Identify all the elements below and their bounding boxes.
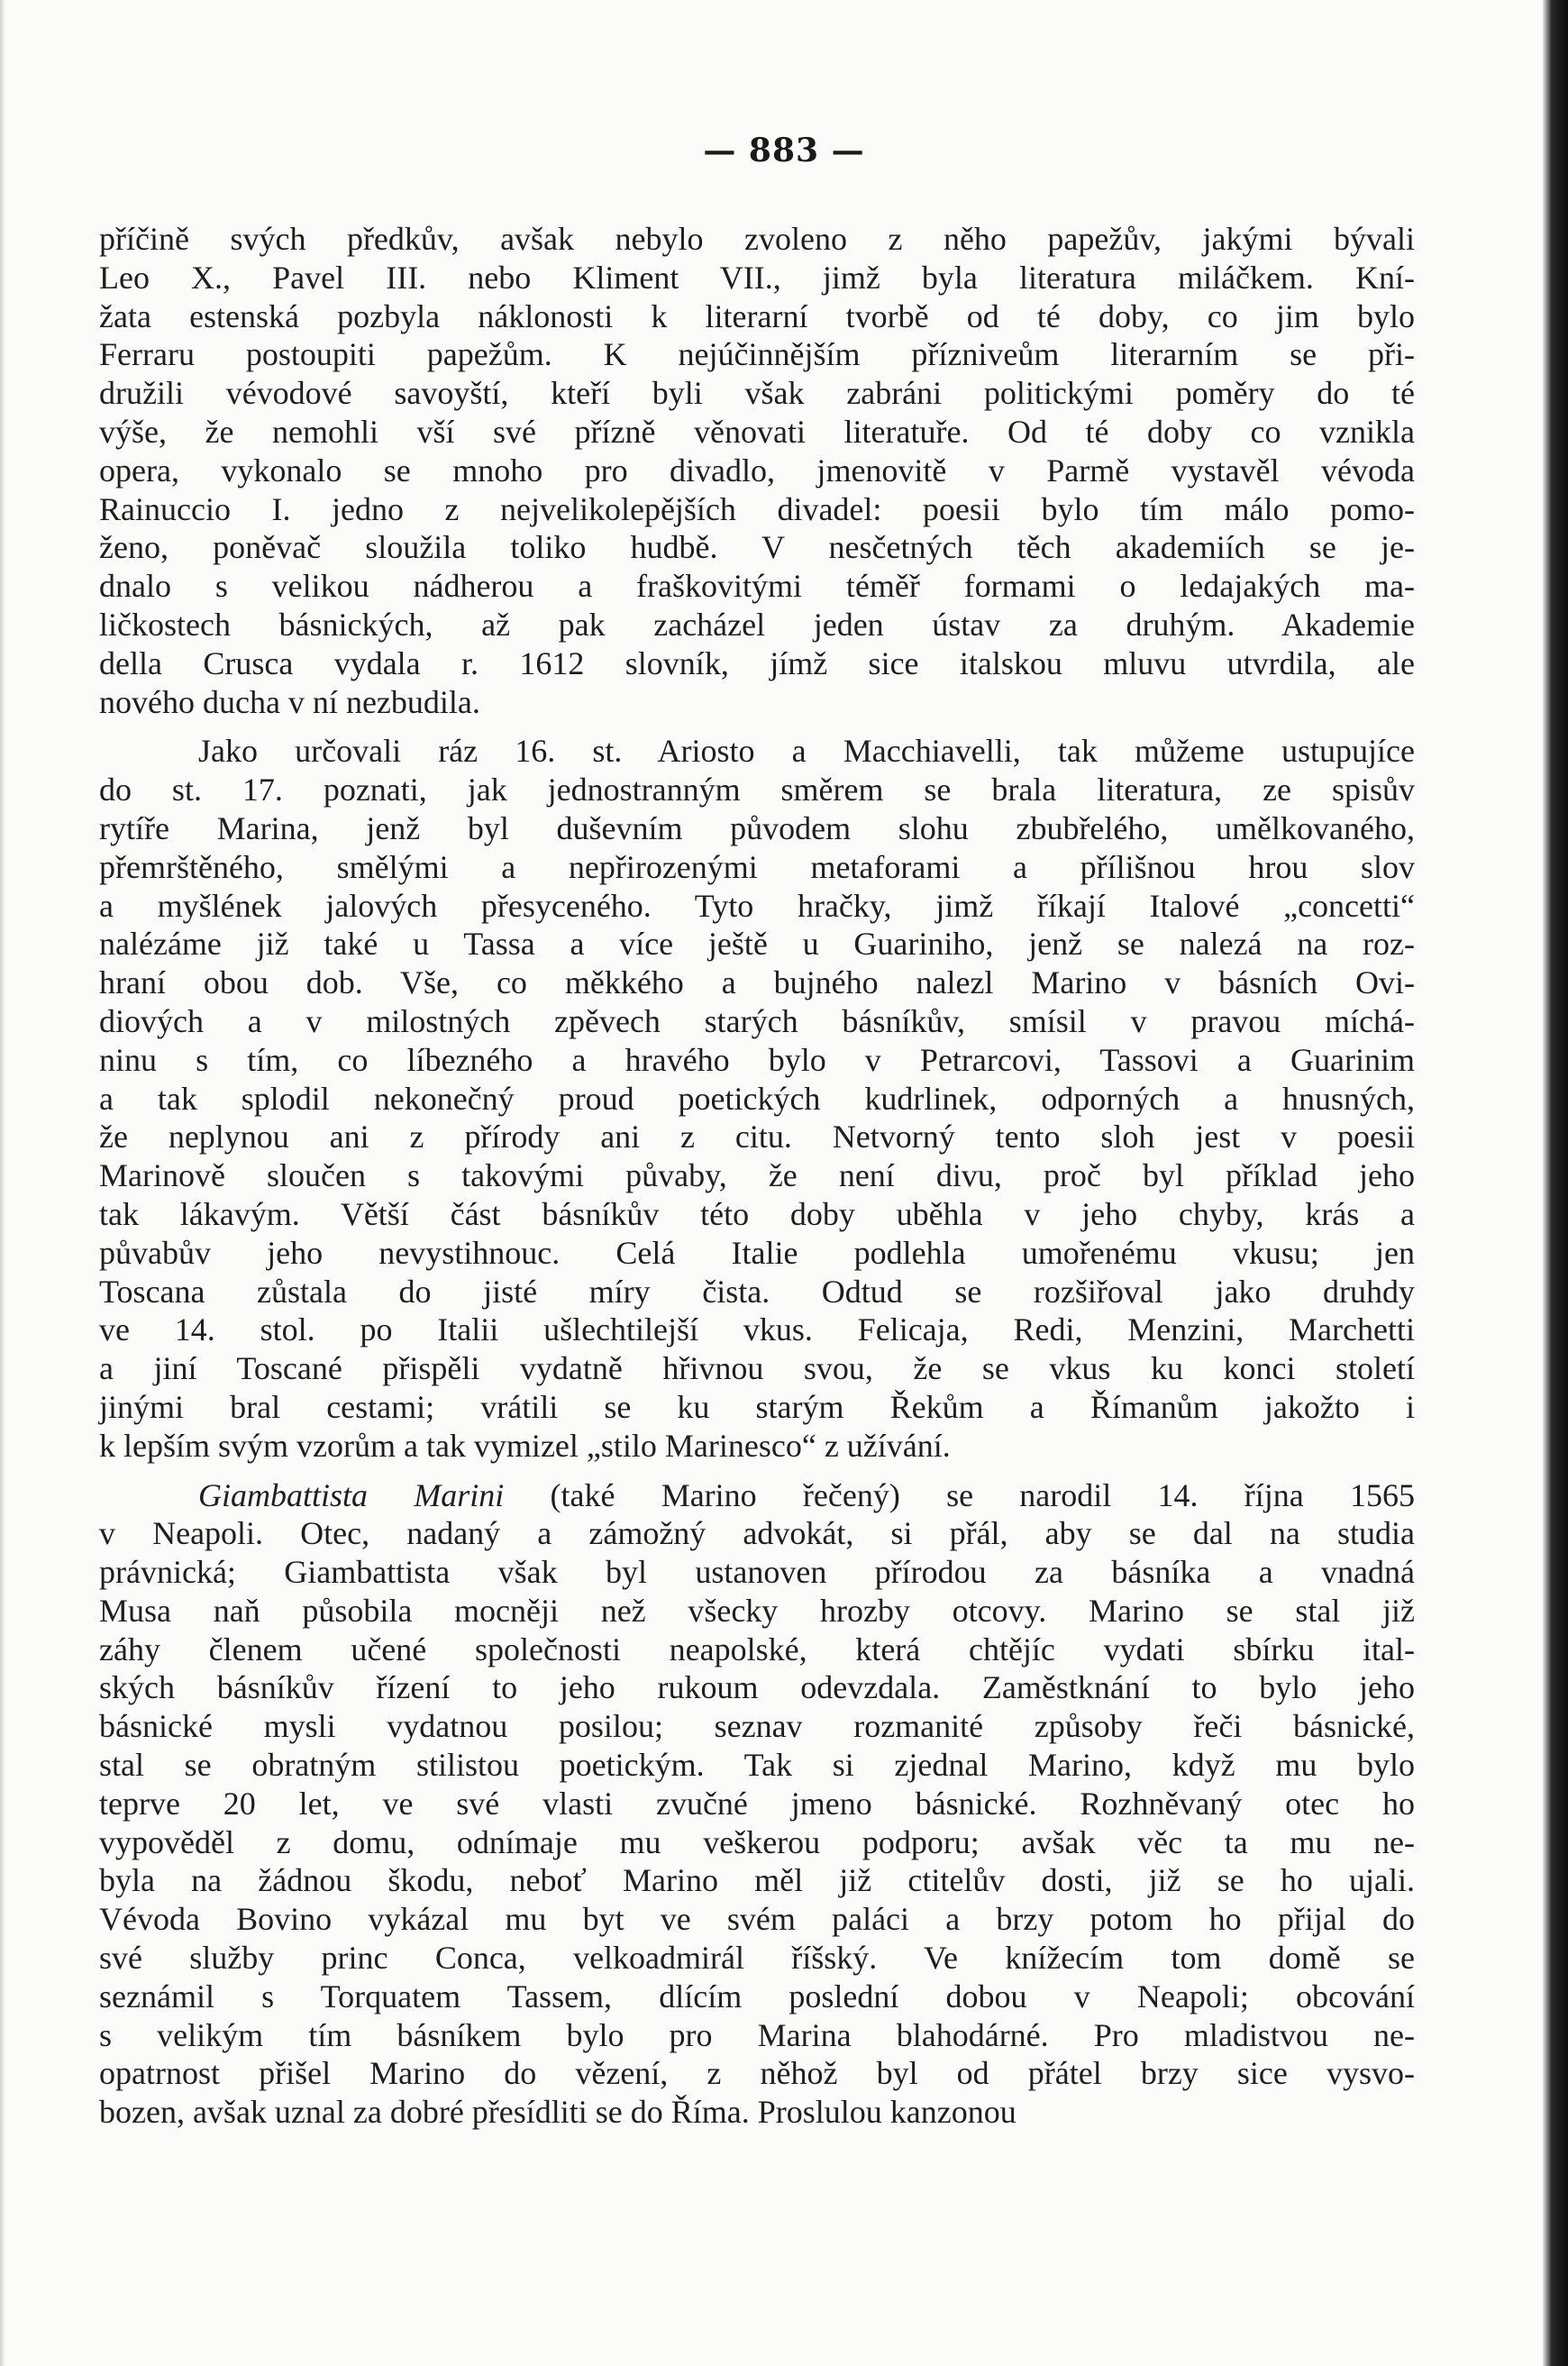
text-line: družili vévodové savoyští, kteří byli však zabráni politickými poměry do té xyxy=(99,375,1415,412)
text-line: opera, vykonalo se mnoho pro divadlo, jmenovitě v Parmě vystavěl vévoda xyxy=(99,452,1415,489)
text-line: s velikým tím básníkem bylo pro Marina blahodárné. Pro mladistvou ne- xyxy=(99,2016,1415,2053)
text-line: ninu s tím, co líbezného a hravého bylo v Petrarcovi, Tassovi a Guarinim xyxy=(99,1041,1415,1078)
paragraph xyxy=(99,1476,1415,2133)
text-line: výše, že nemohli vší své přízně věnovati literatuře. Od té doby co vznikla xyxy=(99,413,1415,450)
text-line: a myšlének jalových přesyceného. Tyto hračky, jimž říkají Italové „concetti“ xyxy=(99,887,1415,924)
text-line: své služby princ Conca, velkoadmirál říšský. Ve knížecím tom domě se xyxy=(99,1940,1415,1977)
text-line: právnická; Giambattista však byl ustanoven přírodou za básníka a vnadná xyxy=(99,1554,1415,1591)
text-line: půvabův jeho nevystihnouc. Celá Italie podlehla umořenému vkusu; jen xyxy=(99,1234,1415,1271)
text-line: Ferraru postoupiti papežům. K nejúčinnějším přízniveům literarním se při- xyxy=(99,336,1415,373)
text-line: opatrnost přišel Marino do vězení, z něhož byl od přátel brzy sice vysvo- xyxy=(99,2055,1415,2092)
text-line: jinými bral cestami; vrátili se ku starým Řekům a Římanům jakožto i xyxy=(99,1388,1415,1425)
text-line: diových a v milostných zpěvech starých básníkův, smísil v pravou míchá- xyxy=(99,1002,1415,1039)
text-line: že neplynou ani z přírody ani z citu. Netvorný tento sloh jest v poesii xyxy=(99,1119,1415,1156)
text-line: žata estenská pozbyla náklonosti k literarní tvorbě od té doby, co jim bylo xyxy=(99,297,1415,334)
italic-name: Giambattista Marini xyxy=(198,1476,505,1513)
text-line: a tak splodil nekonečný proud poetických kudrlinek, odporných a hnusných, xyxy=(99,1080,1415,1117)
text-line: ských básníkův řízení to jeho rukoum odevzdala. Zaměstknání to bylo jeho xyxy=(99,1669,1415,1706)
text-line: záhy členem učené společnosti neapolské, která chtějíc vydati sbírku ital- xyxy=(99,1631,1415,1667)
text-line: stal se obratným stilistou poetickým. Tak si zjednal Marino, když mu bylo xyxy=(99,1747,1415,1784)
paragraph xyxy=(99,220,1415,721)
body-text xyxy=(99,220,1415,2132)
text-line: k lepším svým vzorům a tak vymizel „stilo Marinesco“ z užívání. xyxy=(99,1427,951,1464)
text-line: nalézáme již také u Tassa a více ještě u Guariniho, jenž se nalezá na roz- xyxy=(99,926,1415,963)
text-line: ličkostech básnických, až pak zacházel jeden ústav za druhým. Akademie xyxy=(99,606,1415,643)
page-right-edge-shadow xyxy=(1543,0,1568,2366)
text-line: a jiní Toscané přispěli vydatně hřivnou svou, že se vkus ku konci století xyxy=(99,1350,1415,1387)
text-line: Jako určovali ráz 16. st. Ariosto a Macchiavelli, tak můžeme ustupujíce xyxy=(198,733,1415,770)
text-line: hraní obou dob. Vše, co měkkého a bujného nalezl Marino v básních Ovi- xyxy=(99,964,1415,1001)
text-line: Vévoda Bovino vykázal mu byt ve svém paláci a brzy potom ho přijal do xyxy=(99,1901,1415,1938)
text-line: ve 14. stol. po Italii ušlechtilejší vkus. Felicaja, Redi, Menzini, Marchetti xyxy=(99,1311,1415,1348)
text-line: Musa naň působila mocněji než všecky hrozby otcovy. Marino se stal již xyxy=(99,1592,1415,1629)
text-line: Leo X., Pavel III. nebo Kliment VII., jimž byla literatura miláčkem. Kní- xyxy=(99,259,1415,296)
text-line: bozen, avšak uznal za dobré přesídliti se do Říma. Proslulou kanzonou xyxy=(99,2094,1016,2131)
text-line: seznámil s Torquatem Tassem, dlícím poslední dobou v Neapoli; obcování xyxy=(99,1978,1415,2014)
paragraph xyxy=(99,732,1415,1465)
text-line: Rainuccio I. jedno z nejvelikolepějších divadel: poesii bylo tím málo pomo- xyxy=(99,490,1415,527)
text-line: Giambattista Marini (také Marino řečený) se narodil 14. října 1565 xyxy=(198,1476,1415,1513)
page-number: — 883 — xyxy=(703,132,865,169)
text-line: tak lákavým. Větší část básníkův této doby uběhla v jeho chyby, krás a xyxy=(99,1195,1415,1232)
text-line: vypověděl z domu, odnímaje mu veškerou podporu; avšak věc ta mu ne- xyxy=(99,1823,1415,1860)
text-line: teprve 20 let, ve své vlasti zvučné jmeno básnické. Rozhněvaný otec ho xyxy=(99,1785,1415,1822)
page-left-edge xyxy=(0,0,5,2366)
text-line: Toscana zůstala do jisté míry čista. Odtud se rozšiřoval jako druhdy xyxy=(99,1273,1415,1310)
text-line: nového ducha v ní nezbudila. xyxy=(99,683,480,720)
text-line: rytíře Marina, jenž byl duševním původem slohu zbubřelého, umělkovaného, xyxy=(99,809,1415,846)
text-line: do st. 17. poznati, jak jednostranným směrem se brala literatura, ze spisův xyxy=(99,772,1415,808)
text-line: della Crusca vydala r. 1612 slovník, jímž sice italskou mluvu utvrdila, ale xyxy=(99,644,1415,681)
text-line: v Neapoli. Otec, nadaný a zámožný advokát, si přál, aby se dal na studia xyxy=(99,1515,1415,1552)
text-line: Marinově sloučen s takovými půvaby, že není divu, proč byl příklad jeho xyxy=(99,1157,1415,1194)
text-line: příčině svých předkův, avšak nebylo zvoleno z něho papežův, jakými bývali xyxy=(99,221,1415,257)
text-line: ženo, poněvač sloužila toliko hudbě. V nesčetných těch akademiích se je- xyxy=(99,529,1415,566)
text-line: byla na žádnou škodu, neboť Marino měl již ctitelův dosti, již se ho ujali. xyxy=(99,1862,1415,1899)
text-line: básnické mysli vydatnou posilou; seznav rozmanité způsoby řeči básnické, xyxy=(99,1708,1415,1745)
text-line: přemrštěného, smělými a nepřirozenými metaforami a přílišnou hrou slov xyxy=(99,848,1415,885)
text-line: dnalo s velikou nádherou a fraškovitými téměř formami o ledajakých ma- xyxy=(99,568,1415,605)
